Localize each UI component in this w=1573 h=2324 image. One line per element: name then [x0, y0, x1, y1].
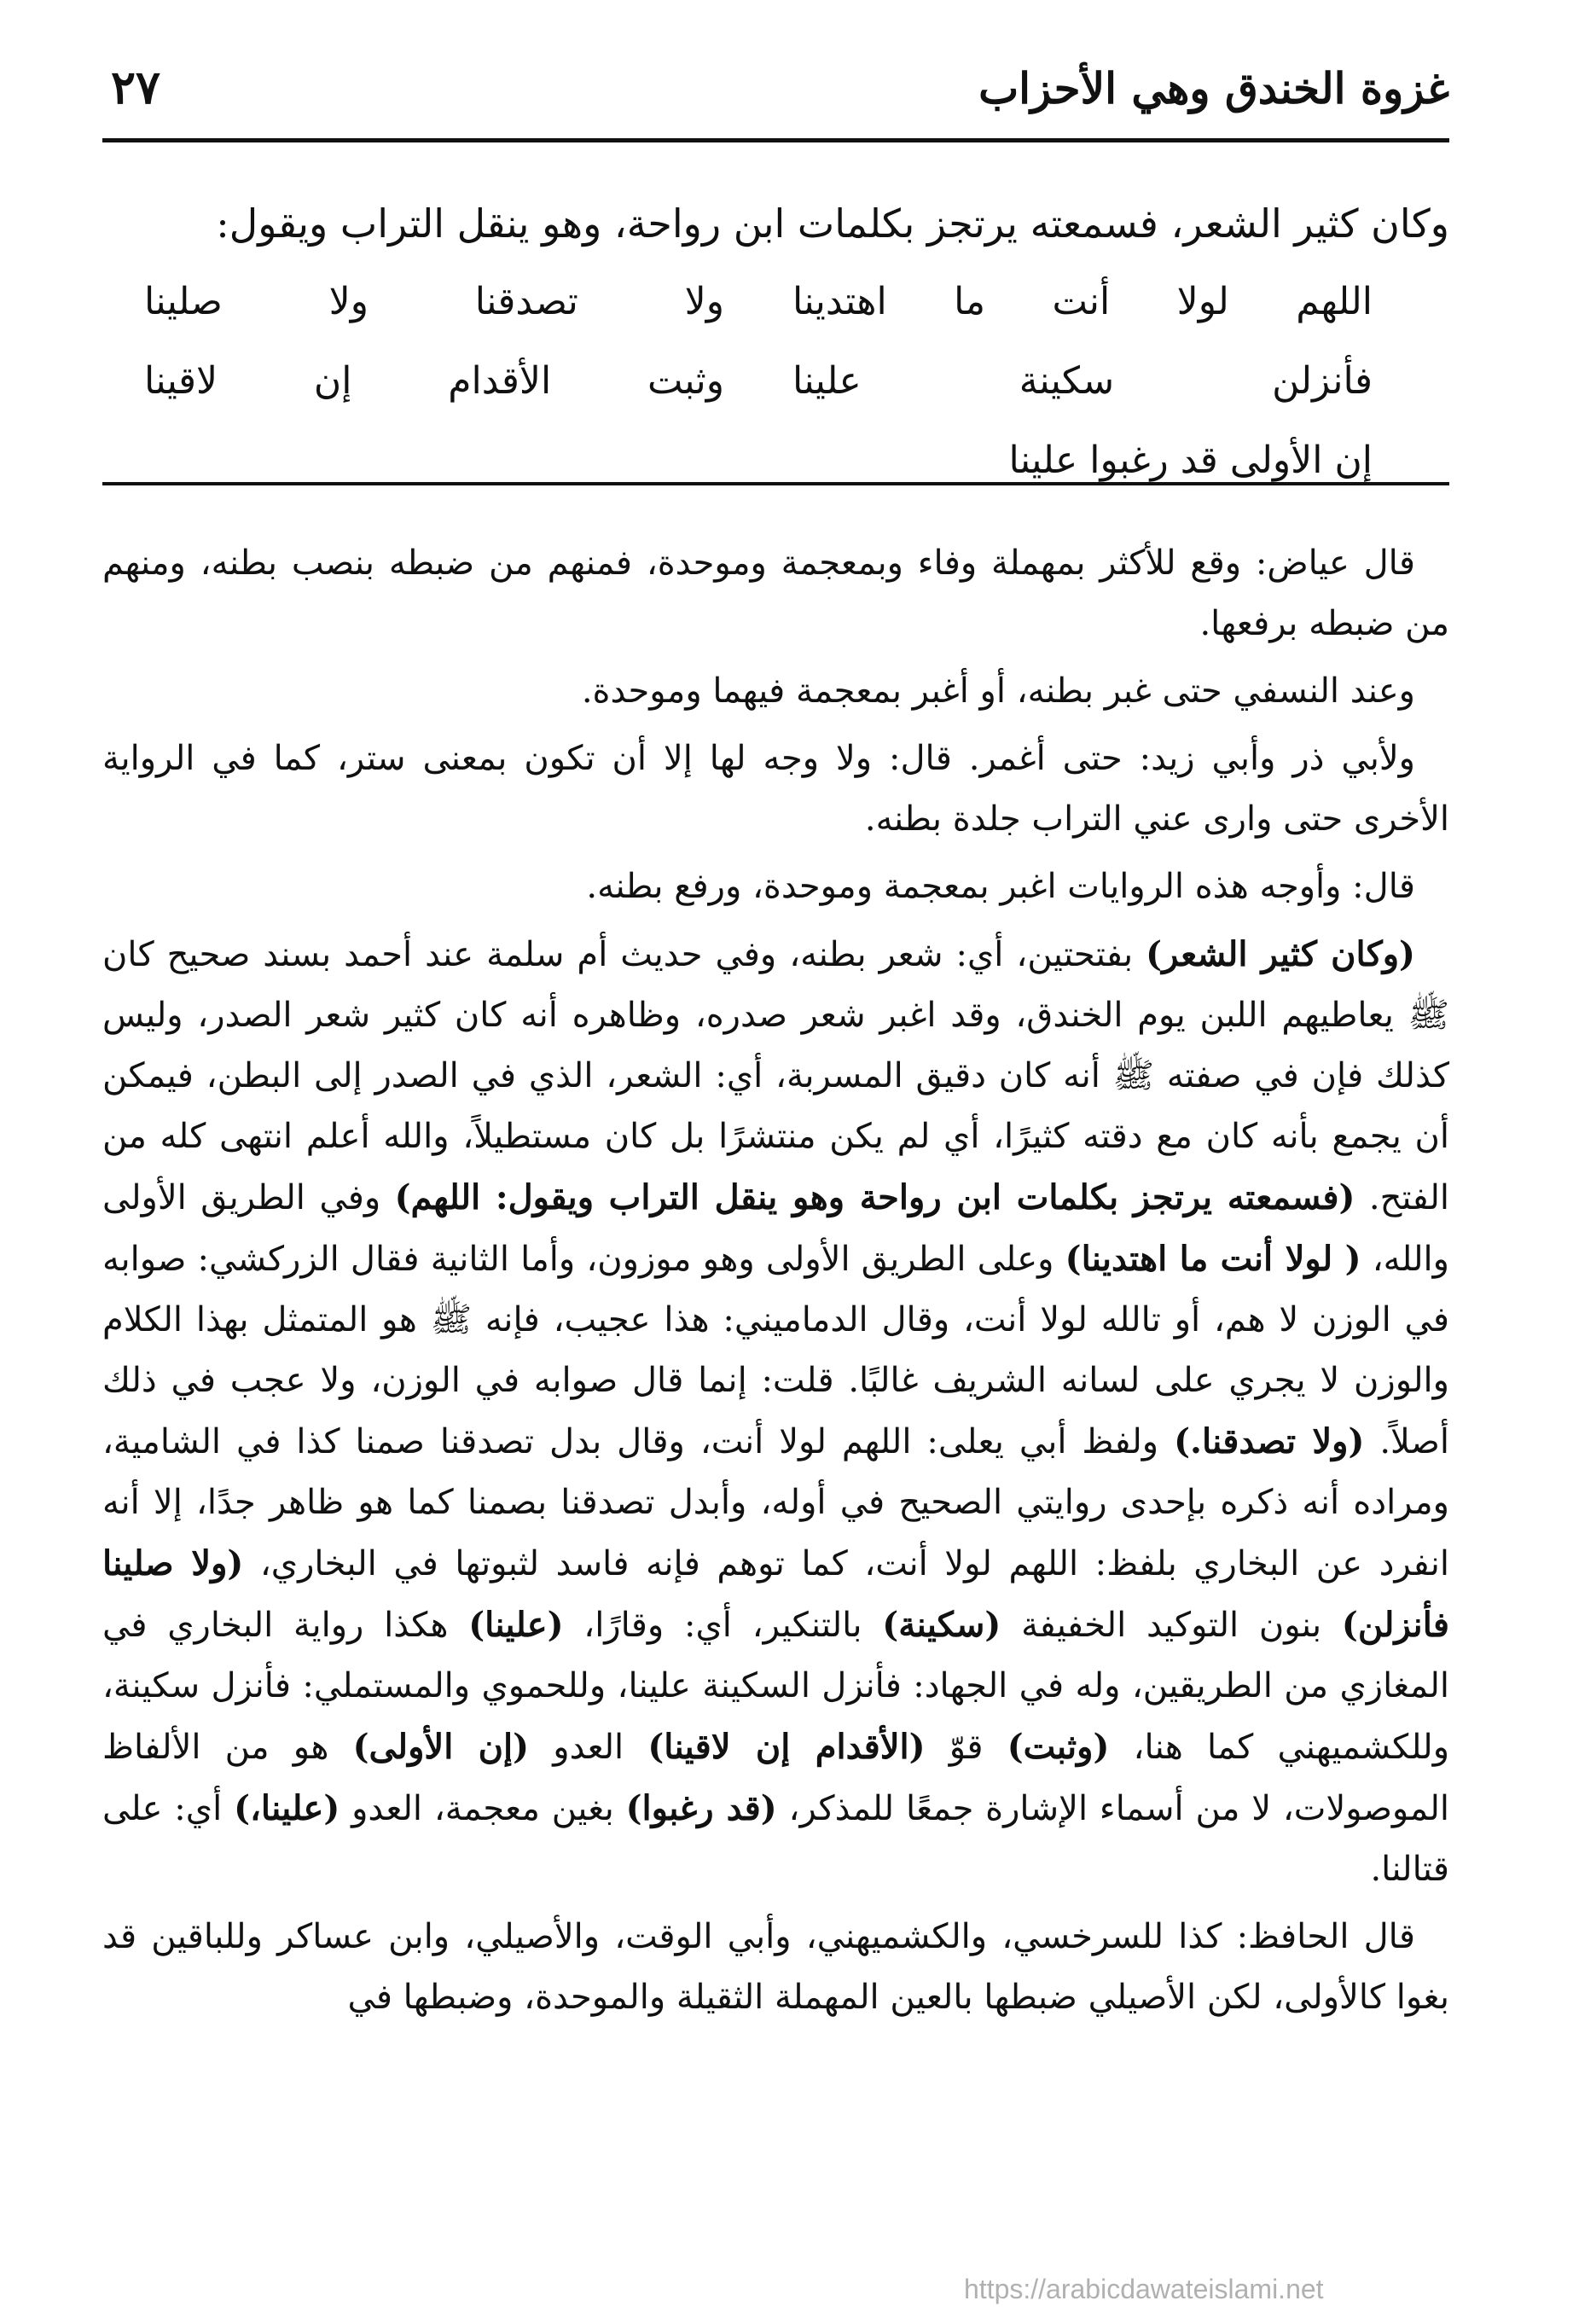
- quoted-phrase: (ولا صلينا فأنزلن): [102, 1543, 1449, 1645]
- quoted-phrase: (علينا): [468, 1605, 564, 1645]
- commentary-span: هو من الألفاظ الموصولات، لا من أسماء الإشارة جمعًا للمذكر،: [102, 1728, 1449, 1828]
- verse-first-hemistich: إن الأولى قد رغبوا علينا: [1008, 438, 1373, 482]
- page-number: ٢٧: [111, 60, 161, 114]
- quoted-phrase: (الأقدام إن لاقينا): [647, 1727, 926, 1767]
- poem-verses: [144, 262, 1373, 500]
- commentary-paragraph: ولأبي ذر وأبي زيد: حتى أغمر. قال: ولا وجه لها إلا أن تكون بمعنى ستر، كما في الرواية الأخرى حتى وارى عني التراب جلدة بطنه.: [102, 739, 1449, 839]
- commentary-text: [102, 533, 1449, 2035]
- commentary-paragraph: قال الحافظ: كذا للسرخسي، والكشميهني، وأبي الوقت، والأصيلي، وابن عساكر وللباقين قد بغوا كالأولى، لكن الأصيلي ضبطها بالعين المهملة الثقيلة والموحدة، وضبطها في: [102, 1917, 1449, 2017]
- quoted-phrase: (سكينة): [882, 1605, 1001, 1645]
- verse-line: [144, 421, 1373, 500]
- quoted-phrase: ( لولا أنت ما اهتدينا): [1065, 1239, 1361, 1279]
- commentary-paragraph: قال عياض: وقع للأكثر بمهملة وفاء وبمعجمة وموحدة، فمنهم من ضبطه بنصب بطنه، ومنهم من ضبطه برفعها.: [102, 543, 1449, 643]
- section-divider: [102, 482, 1449, 485]
- commentary-span: العدو: [529, 1728, 648, 1767]
- verse-second-hemistich: ولا تصدقنا ولا صلينا: [144, 279, 724, 323]
- verse-line: [144, 262, 1373, 341]
- verse-first-hemistich: اللهم لولا أنت ما اهتدينا: [792, 279, 1373, 323]
- quoted-phrase: (علينا،): [234, 1788, 340, 1828]
- watermark-url: https://arabicdawateislami.net: [964, 2274, 1324, 2304]
- commentary-span: بفتحتين، أي: شعر بطنه، وفي حديث أم سلمة عند أحمد بسند صحيح كان ﷺ يعاطيهم اللبن يوم الخندق، وقد اغبر شعر صدره، وظاهره أنه كان كثير شعر الصدر، وليس كذلك فإن في صفته ﷺ أنه كان دقيق المسربة، أي: الشعر، الذي في الصدر إلى البطن، فيمكن أن يجمع بأنه كان مع دقته كثيرًا، أي لم يكن منتشرًا بل كان مستطيلاً، والله أعلم انتهى كله من الفتح.: [102, 935, 1449, 1217]
- quoted-phrase: (وكان كثير الشعر): [1146, 934, 1415, 974]
- commentary-span: بالتنكير، أي: وقارًا،: [563, 1606, 883, 1645]
- verse-first-hemistich: فأنزلن سكينة علينا: [792, 358, 1373, 403]
- commentary-span: ولفظ أبي يعلى: اللهم لولا أنت، وقال بدل تصدقنا صمنا كذا في الشامية، ومراده أنه ذكره بإحدى روايتي الصحيح في أوله، وأبدل تصدقنا بصمنا كما هو ظاهر جدًا، إلا أنه انفرد عن البخاري بلفظ: اللهم لولا أنت، كما توهم فإنه فاسد لثبوتها في البخاري،: [102, 1422, 1449, 1583]
- commentary-span: هكذا رواية البخاري في المغازي من الطريقين، وله في الجهاد: فأنزل السكينة علينا، وللحموي والمستملي: فأنزل سكينة، وللكشميهني كما هنا،: [102, 1606, 1450, 1767]
- commentary-span: أي: على قتالنا.: [102, 1789, 1449, 1889]
- verse-second-hemistich: وثبت الأقدام إن لاقينا: [144, 358, 724, 403]
- commentary-span: وعلى الطريق الأولى وهو موزون، وأما الثانية فقال الزركشي: صوابه في الوزن لا هم، أو تالله لولا أنت، وقال الدماميني: هذا عجيب، فإنه ﷺ هو المتمثل بهذا الكلام والوزن لا يجري على لسانه الشريف غالبًا. قلت: إنما قال صوابه في الوزن، ولا عجب في ذلك أصلاً.: [102, 1240, 1449, 1461]
- quoted-phrase: (قد رغبوا): [625, 1788, 777, 1828]
- quoted-phrase: (وثبت): [1007, 1727, 1110, 1767]
- quoted-phrase: (ولا تصدقنا.): [1174, 1421, 1365, 1461]
- verse-line: [144, 341, 1373, 421]
- commentary-span: قوّ: [925, 1728, 1007, 1767]
- commentary-paragraph: وعند النسفي حتى غبر بطنه، أو أغبر بمعجمة فيهما وموحدة.: [581, 671, 1415, 711]
- commentary-paragraph: [102, 924, 1449, 1900]
- page-header: [102, 60, 1449, 142]
- hadith-intro: وكان كثير الشعر، فسمعته يرتجز بكلمات ابن رواحة، وهو ينقل التراب ويقول:: [216, 200, 1449, 247]
- quoted-phrase: (فسمعته يرتجز بكلمات ابن رواحة وهو ينقل التراب ويقول: اللهم): [394, 1177, 1355, 1217]
- hadith-text: [102, 192, 1449, 500]
- commentary-span: بغين معجمة، العدو: [340, 1789, 626, 1828]
- quoted-phrase: (إن الأولى): [352, 1727, 530, 1767]
- commentary-paragraph: قال: وأوجه هذه الروايات اغبر بمعجمة وموحدة، ورفع بطنه.: [586, 867, 1415, 906]
- commentary-span: وفي الطريق الأولى والله،: [102, 1178, 1449, 1279]
- running-title: غزوة الخندق وهي الأحزاب: [978, 63, 1449, 113]
- commentary-span: بنون التوكيد الخفيفة: [1001, 1606, 1342, 1645]
